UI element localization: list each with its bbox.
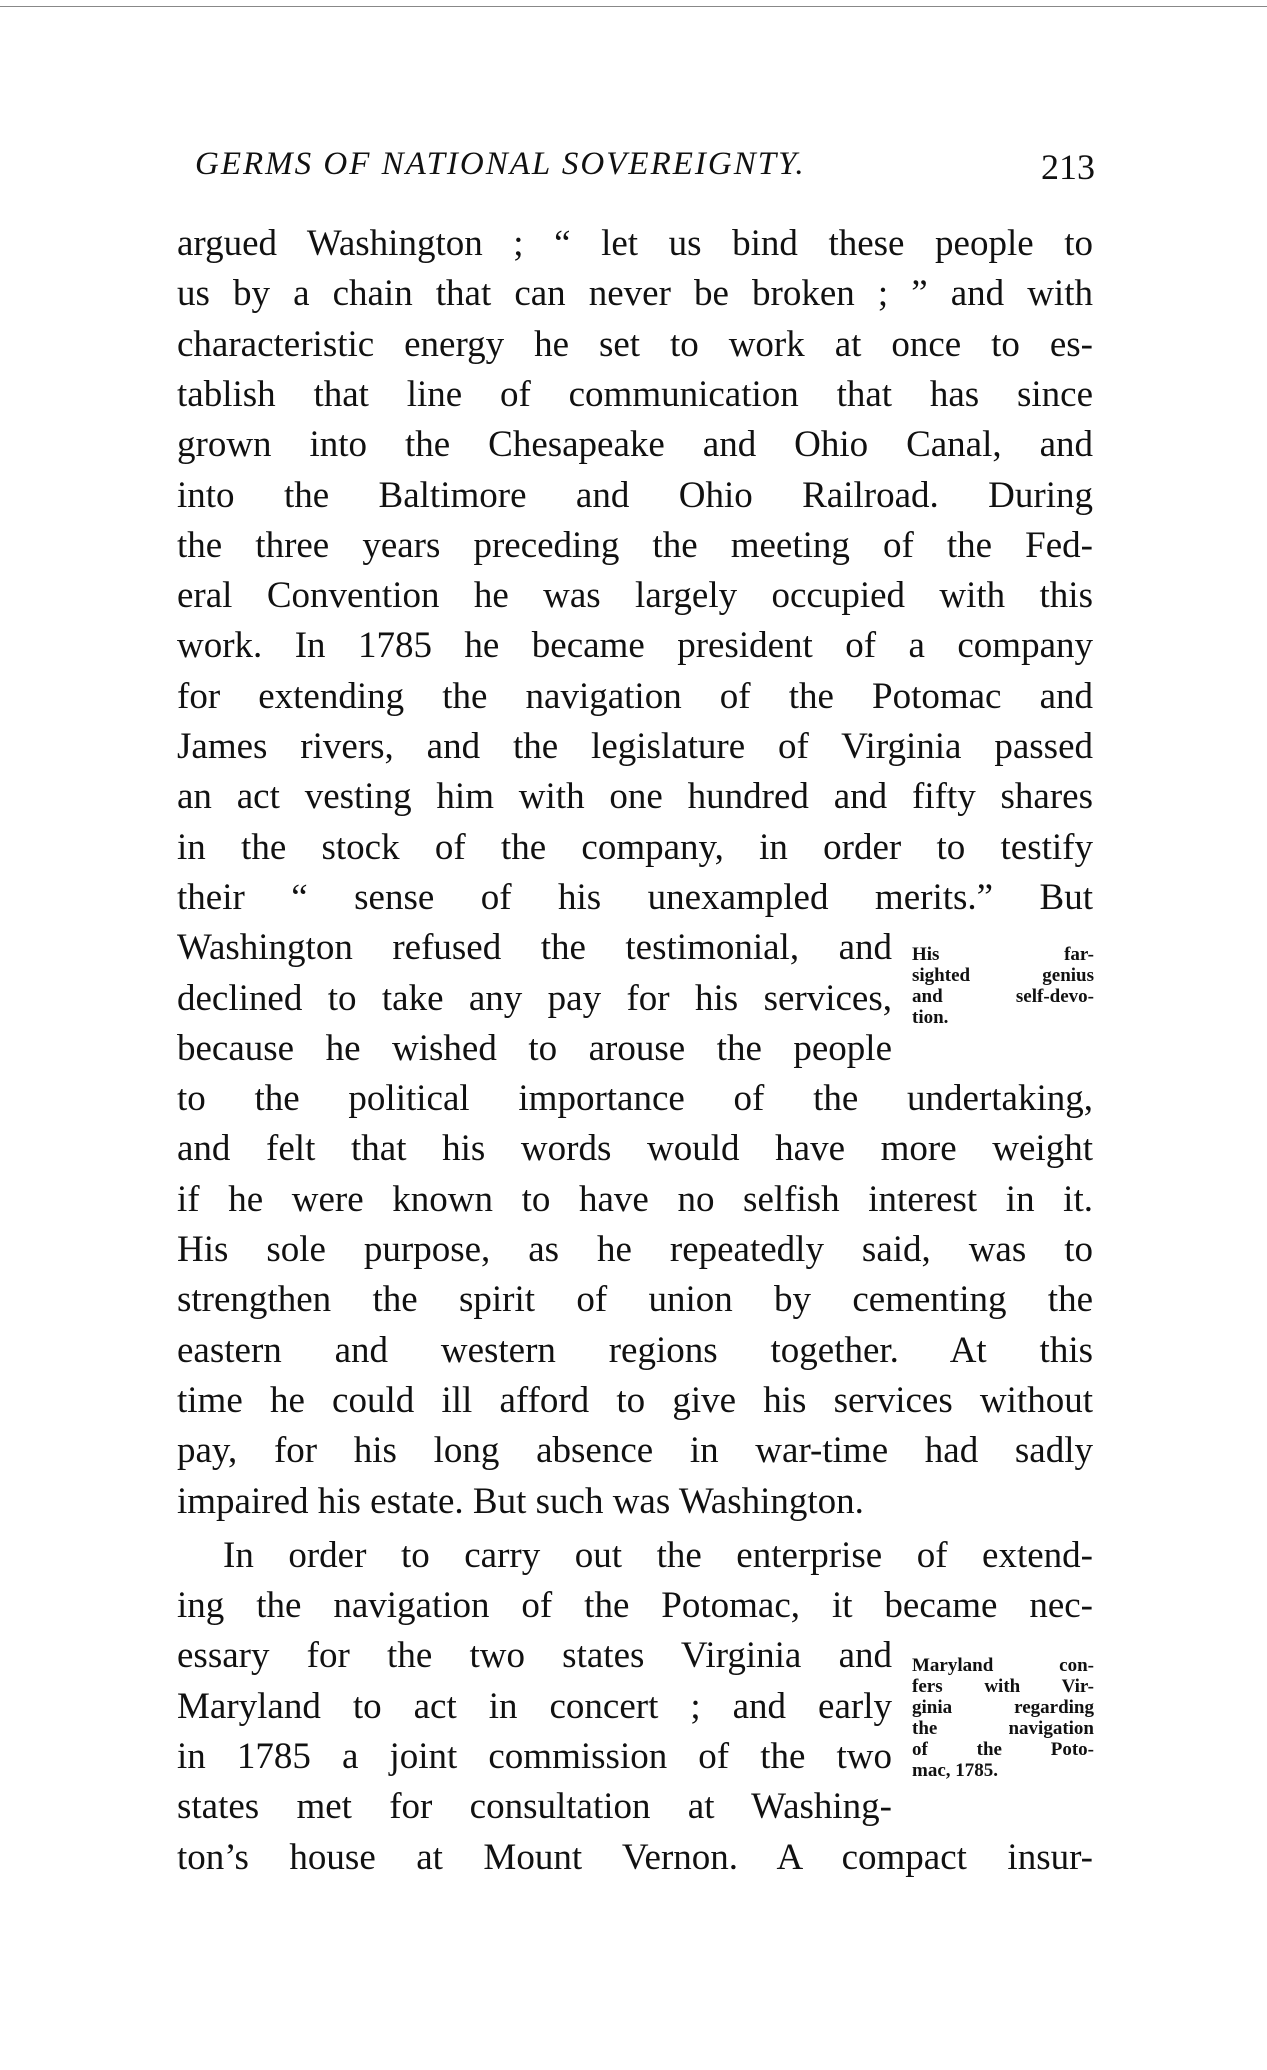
text-line: to the political importance of the undertaking, <box>177 1078 1093 1120</box>
margin-note-line: His far- <box>912 944 1094 965</box>
text-line: us by a chain that can never be broken ; ” and with <box>177 273 1093 315</box>
text-line: Washington refused the testimonial, and <box>177 927 892 969</box>
running-header <box>195 146 1095 187</box>
text-line: eral Convention he was largely occupied with this <box>177 575 1093 617</box>
text-line: time he could ill afford to give his services without <box>177 1379 1093 1421</box>
text-line: ing the navigation of the Potomac, it became nec- <box>177 1585 1093 1627</box>
margin-note-line: and self-devo- <box>912 986 1094 1007</box>
text-line: an act vesting him with one hundred and fifty shares <box>177 776 1093 818</box>
margin-note-line: of the Poto- <box>912 1739 1094 1760</box>
text-line: argued Washington ; “ let us bind these people to <box>177 223 1093 264</box>
margin-note-line: tion. <box>912 1007 949 1028</box>
text-line: if he were known to have no selfish interest in it. <box>177 1178 1093 1220</box>
text-line: and felt that his words would have more weight <box>177 1128 1093 1170</box>
text-line: essary for the two states Virginia and <box>177 1635 892 1677</box>
text-line: in the stock of the company, in order to testify <box>177 826 1093 868</box>
text-line: into the Baltimore and Ohio Railroad. During <box>177 474 1093 516</box>
text-line: in 1785 a joint commission of the two <box>177 1736 892 1777</box>
margin-note-line: mac, 1785. <box>912 1760 999 1781</box>
text-line: eastern and western regions together. At this <box>177 1329 1093 1371</box>
page-top-edge <box>0 6 1267 7</box>
text-line: states met for consultation at Washing- <box>177 1786 892 1828</box>
text-line: Maryland to act in concert ; and early <box>177 1685 892 1727</box>
text-line: James rivers, and the legislature of Virginia passed <box>177 726 1093 767</box>
text-line: declined to take any pay for his services, <box>177 977 892 1019</box>
text-line: ton’s house at Mount Vernon. A compact insur- <box>177 1836 1093 1878</box>
page-number: 213 <box>1041 147 1095 187</box>
text-line: for extending the navigation of the Potomac and <box>177 675 1093 717</box>
text-line: grown into the Chesapeake and Ohio Canal, and <box>177 424 1093 466</box>
text-line: His sole purpose, as he repeatedly said, was to <box>177 1229 1093 1270</box>
text-line: tablish that line of communication that has since <box>177 373 1093 415</box>
margin-note-line: sighted genius <box>912 965 1094 986</box>
margin-note-line: Maryland con- <box>912 1655 1094 1676</box>
margin-note-line: fers with Vir- <box>912 1676 1094 1697</box>
running-title: GERMS OF NATIONAL SOVEREIGNTY. <box>195 146 806 182</box>
text-line: pay, for his long absence in war-time had sadly <box>177 1430 1093 1472</box>
margin-note-line: the navigation <box>912 1718 1094 1739</box>
text-line: In order to carry out the enterprise of extend- <box>223 1534 1093 1576</box>
text-line: their “ sense of his unexampled merits.” But <box>177 876 1093 918</box>
margin-note-maryland <box>912 1655 1094 1781</box>
text-line: characteristic energy he set to work at once to es- <box>177 323 1093 365</box>
text-line: the three years preceding the meeting of the Fed- <box>177 524 1093 566</box>
text-line: impaired his estate. But such was Washington. <box>177 1480 864 1522</box>
text-line: because he wished to arouse the people <box>177 1027 892 1069</box>
margin-note-line: ginia regarding <box>912 1697 1094 1718</box>
text-line: work. In 1785 he became president of a company <box>177 625 1093 667</box>
margin-note-genius <box>912 944 1094 1028</box>
text-line: strengthen the spirit of union by cementing the <box>177 1279 1093 1321</box>
